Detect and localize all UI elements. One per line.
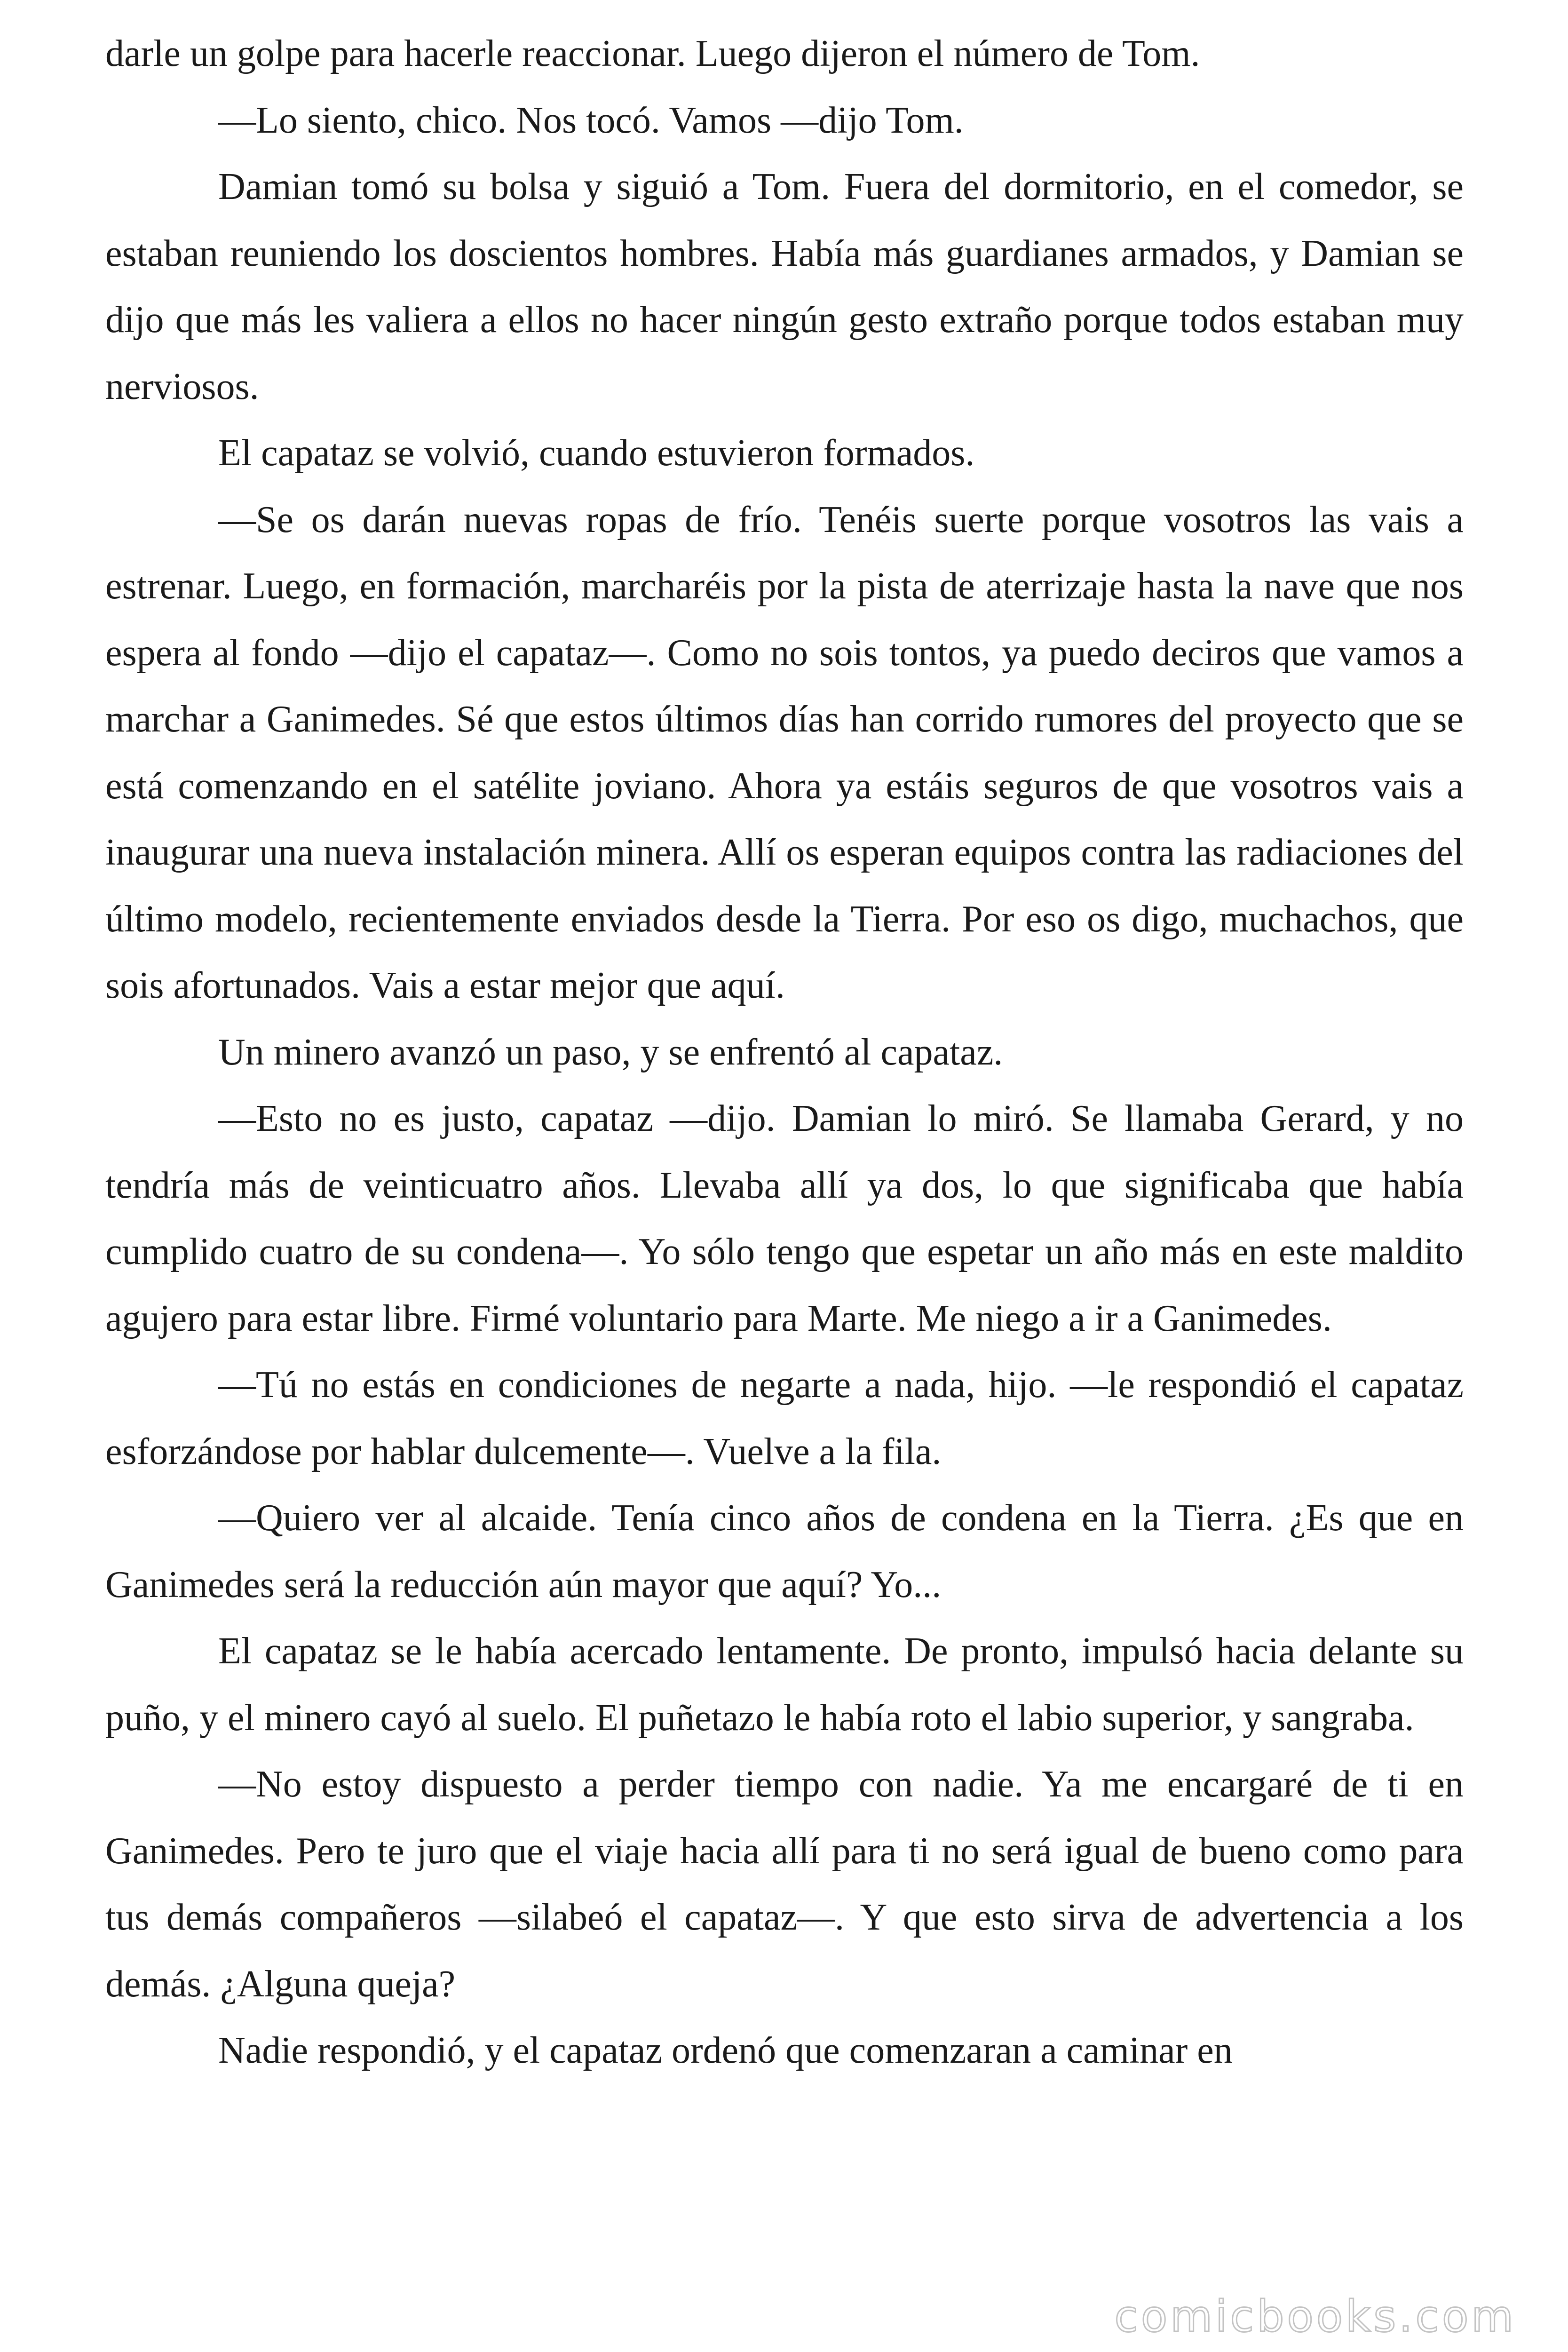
paragraph: —Esto no es justo, capataz —dijo. Damian lo miró. Se llamaba Gerard, y no tendría más de veinticuatro años. Llevaba allí ya dos, lo que significaba que había cumplido cuatro de su condena—. Yo sólo tengo que espetar un año más en este maldito agujero para estar libre. Firmé voluntario para Marte. Me niego a ir a Ganimedes. bbox=[105, 1098, 1464, 1339]
paragraph: Un minero avanzó un paso, y se enfrentó al capataz. bbox=[218, 1031, 1003, 1073]
paragraph: El capataz se volvió, cuando estuvieron formados. bbox=[218, 432, 975, 474]
paragraph: Nadie respondió, y el capataz ordenó que comenzaran a caminar en bbox=[218, 2030, 1233, 2071]
paragraph-continued: darle un golpe para hacerle reaccionar. Luego dijeron el número de Tom. bbox=[105, 33, 1200, 74]
paragraph: —Lo siento, chico. Nos tocó. Vamos —dijo Tom. bbox=[218, 99, 964, 141]
body-text bbox=[105, 21, 1464, 2084]
paragraph: —Tú no estás en condiciones de negarte a nada, hijo. —le respondió el capataz esforzándose por hablar dulcemente—. Vuelve a la fila. bbox=[105, 1364, 1464, 1472]
paragraph: —Se os darán nuevas ropas de frío. Tenéis suerte porque vosotros las vais a estrenar. Luego, en formación, marcharéis por la pista de aterrizaje hasta la nave que nos espera al fondo —dijo el capataz—. Como no sois tontos, ya puedo deciros que vamos a marchar a Ganimedes. Sé que estos últimos días han corrido rumores del proyecto que se está comenzando en el satélite joviano. Ahora ya estáis seguros de que vosotros vais a inaugurar una nueva instalación minera. Allí os esperan equipos contra las radiaciones del último modelo, recientemente enviados desde la Tierra. Por eso os digo, muchachos, que sois afortunados. Vais a estar mejor que aquí. bbox=[105, 499, 1464, 1006]
watermark: comicbooks.com bbox=[1114, 2291, 1516, 2342]
paragraph: Damian tomó su bolsa y siguió a Tom. Fuera del dormitorio, en el comedor, se estaban reuniendo los doscientos hombres. Había más guardianes armados, y Damian se dijo que más les valiera a ellos no hacer ningún gesto extraño porque todos estaban muy nerviosos. bbox=[105, 166, 1464, 407]
paragraph: —Quiero ver al alcaide. Tenía cinco años de condena en la Tierra. ¿Es que en Ganimedes será la reducción aún mayor que aquí? Yo... bbox=[105, 1497, 1464, 1605]
paragraph: El capataz se le había acercado lentamente. De pronto, impulsó hacia delante su puño, y el minero cayó al suelo. El puñetazo le había roto el labio superior, y sangraba. bbox=[105, 1630, 1464, 1739]
paragraph: —No estoy dispuesto a perder tiempo con nadie. Ya me encargaré de ti en Ganimedes. Pero te juro que el viaje hacia allí para ti no será igual de bueno como para tus demás compañeros —silabeó el capataz—. Y que esto sirva de advertencia a los demás. ¿Alguna queja? bbox=[105, 1764, 1464, 2005]
